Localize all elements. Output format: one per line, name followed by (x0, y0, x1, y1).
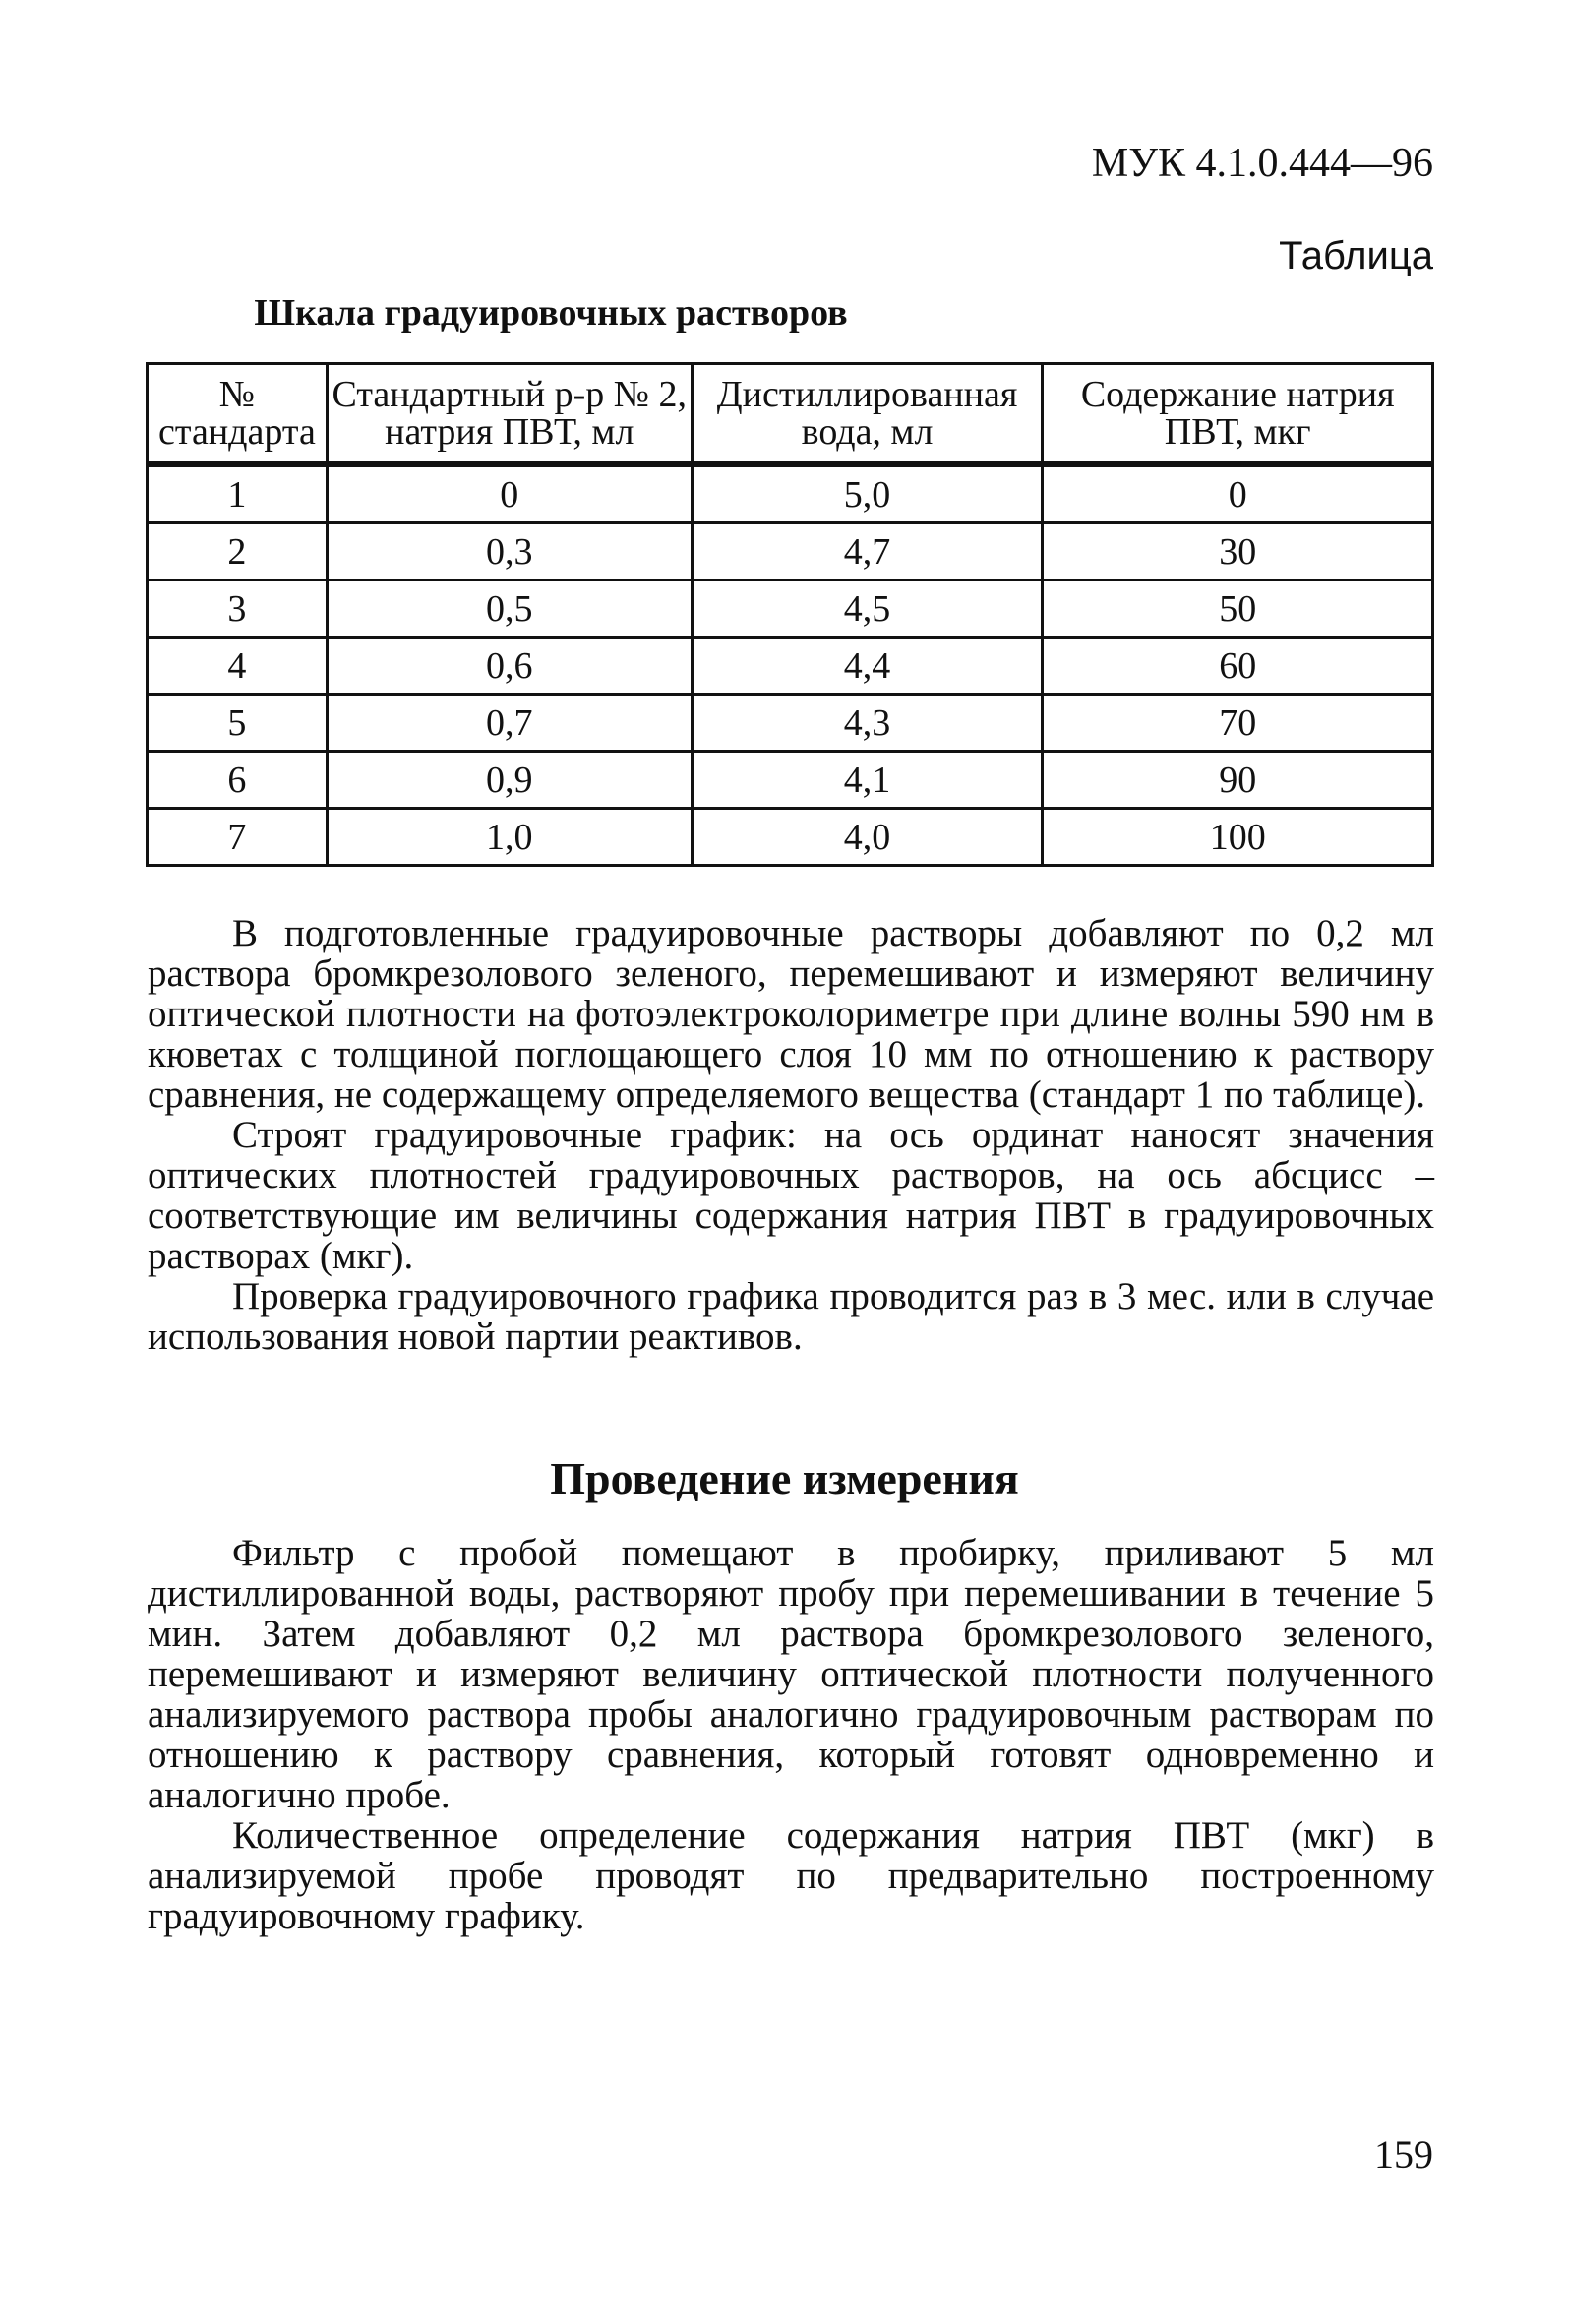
column-header-line: ПВТ, мкг (1164, 411, 1311, 453)
table-row (148, 752, 1433, 809)
column-header-line: вода, мл (801, 411, 934, 453)
calibration-table (146, 362, 1434, 867)
column-header-line: натрия ПВТ, мл (385, 411, 634, 453)
table-cell: 4,1 (692, 752, 1043, 809)
body-text-bottom (148, 1533, 1434, 1936)
table-cell: 4,3 (692, 695, 1043, 752)
column-header-standard-solution (327, 364, 692, 465)
table-label: Таблица (1279, 234, 1433, 277)
table-cell: 7 (148, 809, 328, 866)
table-cell: 4,0 (692, 809, 1043, 866)
column-header-distilled-water (692, 364, 1043, 465)
table-cell: 3 (148, 581, 328, 638)
table-header-row (148, 364, 1433, 465)
column-header-line: стандарта (158, 411, 316, 453)
table-cell: 0 (327, 464, 692, 523)
column-header-line: Содержание натрия (1080, 374, 1395, 415)
table-cell: 60 (1043, 638, 1433, 695)
document-code: МУК 4.1.0.444—96 (1091, 141, 1433, 186)
table-title: Шкала градуировочных растворов (254, 292, 848, 334)
paragraph: Количественное определение содержания натрия ПВТ (мкг) в анализируемой пробе проводят по предварительно построенному градуировочному графику. (148, 1814, 1434, 1937)
table-cell: 5 (148, 695, 328, 752)
column-header-standard-number (148, 364, 328, 465)
body-text-top (148, 913, 1434, 1357)
table-cell: 50 (1043, 581, 1433, 638)
table-row (148, 581, 1433, 638)
table-row (148, 523, 1433, 581)
table-cell: 0,6 (327, 638, 692, 695)
table-cell: 0,5 (327, 581, 692, 638)
paragraph: Строят градуировочные график: на ось ординат наносят значения оптических плотностей градуировочных растворов, на ось абсцисс – соответствующие им величины содержания натрия ПВТ в градуировочных растворах (мкг). (148, 1114, 1434, 1277)
table-cell: 100 (1043, 809, 1433, 866)
table-cell: 4 (148, 638, 328, 695)
paragraph: В подготовленные градуировочные растворы добавляют по 0,2 мл раствора бромкрезолового зеленого, перемешивают и измеряют величину оптической плотности на фотоэлектроколориметре при длине волны 590 нм в кюветах с толщиной поглощающего слоя 10 мм по отношению к раствору сравнения, не содержащему определяемого вещества (стандарт 1 по таблице). (148, 912, 1434, 1116)
table-cell: 30 (1043, 523, 1433, 581)
column-header-line: № (218, 374, 256, 415)
table-cell: 1,0 (327, 809, 692, 866)
table-cell: 0,3 (327, 523, 692, 581)
table-cell: 1 (148, 464, 328, 523)
column-header-line: Стандартный р-р № 2, (332, 374, 688, 415)
table-row (148, 638, 1433, 695)
section-heading: Проведение измерения (550, 1453, 1019, 1503)
table-cell: 6 (148, 752, 328, 809)
table-cell: 4,5 (692, 581, 1043, 638)
table-row (148, 809, 1433, 866)
column-header-sodium-content (1043, 364, 1433, 465)
table-cell: 0 (1043, 464, 1433, 523)
column-header-line: Дистиллированная (716, 374, 1018, 415)
paragraph: Проверка градуировочного графика проводится раз в 3 мес. или в случае использования новой партии реактивов. (148, 1275, 1434, 1358)
table-cell: 90 (1043, 752, 1433, 809)
paragraph: Фильтр с пробой помещают в пробирку, приливают 5 мл дистиллированной воды, растворяют пробу при перемешивании в течение 5 мин. Затем добавляют 0,2 мл раствора бромкрезолового зеленого, перемешивают и измеряют величину оптической плотности полученного анализируемого раствора пробы аналогично градуировочным растворам по отношению к раствору сравнения, который готовят одновременно и аналогично пробе. (148, 1532, 1434, 1816)
table-cell: 0,9 (327, 752, 692, 809)
table-cell: 4,4 (692, 638, 1043, 695)
table-cell: 4,7 (692, 523, 1043, 581)
table-cell: 2 (148, 523, 328, 581)
page-number: 159 (1374, 2132, 1433, 2176)
table-cell: 0,7 (327, 695, 692, 752)
table-cell: 70 (1043, 695, 1433, 752)
table-row (148, 464, 1433, 523)
table-cell: 5,0 (692, 464, 1043, 523)
table-row (148, 695, 1433, 752)
